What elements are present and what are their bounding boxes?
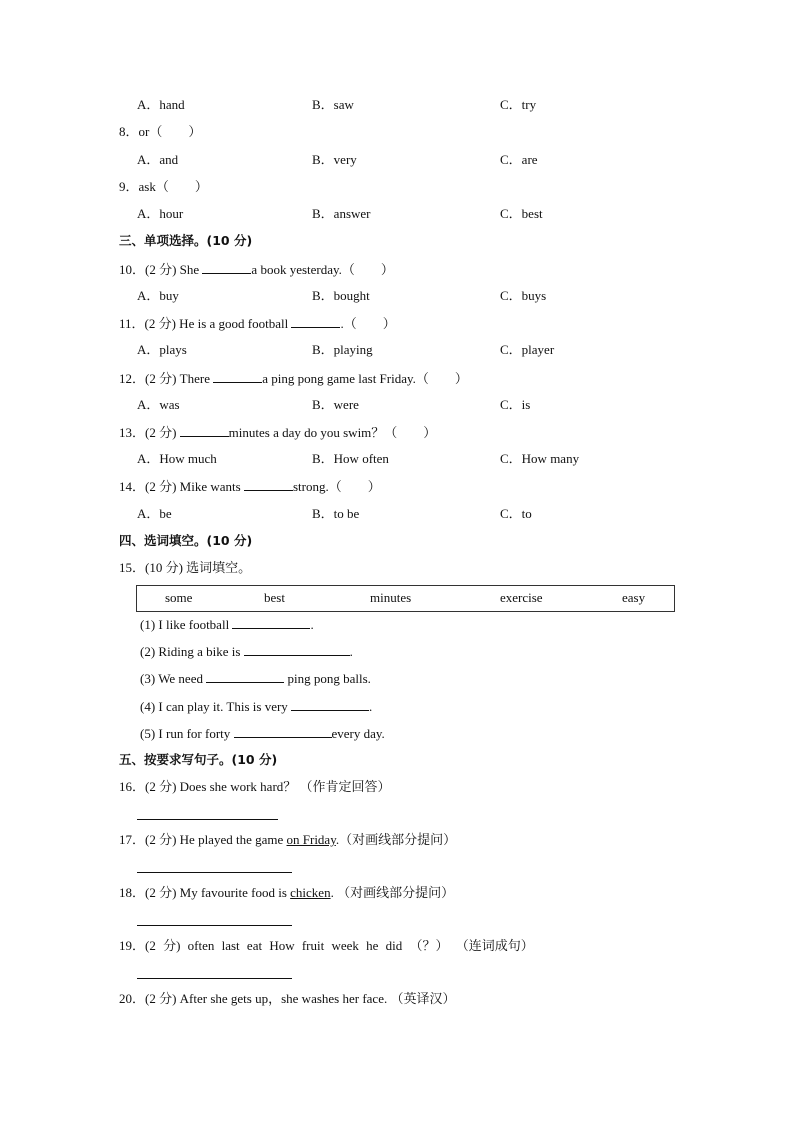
- q19-stem: 19．(2 分) often last eat How fruit week he did （？） （连词成句）: [119, 938, 534, 953]
- q8-option-c: C．are: [500, 152, 538, 167]
- q15-item-5: [140, 725, 385, 742]
- q10-pre: 10．(2 分) She: [119, 262, 203, 277]
- q13-pre: 13．(2 分): [119, 425, 180, 440]
- section4-title: 四、选词填空。(10 分): [119, 533, 253, 548]
- word-bank-item: some: [165, 590, 193, 605]
- q11-stem: [119, 315, 396, 332]
- q14-option-c: C．to: [500, 506, 532, 521]
- q11-option-c: C．player: [500, 342, 555, 357]
- q13-option-a: A．How much: [137, 451, 217, 466]
- q12-stem: [119, 370, 468, 387]
- q15-item-3: [140, 670, 371, 687]
- q8-option-b: B．very: [312, 152, 357, 167]
- q14-stem: [119, 478, 381, 495]
- word-bank-item: minutes: [370, 590, 412, 605]
- q13-blank: [180, 424, 229, 437]
- q10-option-a: A．buy: [137, 288, 179, 303]
- q20-stem: 20．(2 分) After she gets up，she washes her face. （英译汉）: [119, 991, 456, 1006]
- q8-stem: 8．or（ ）: [119, 124, 202, 139]
- fill-blank: [232, 616, 310, 629]
- fill-blank: [244, 643, 350, 656]
- fill-blank: [291, 698, 369, 711]
- q12-option-a: A．was: [137, 397, 180, 412]
- q7-option-b: B．saw: [312, 97, 354, 112]
- q17-pre: 17．(2 分) He played the game: [119, 832, 287, 847]
- fill-blank: [206, 670, 284, 683]
- q10-option-c: C．buys: [500, 288, 547, 303]
- q11-pre: 11．(2 分) He is a good football: [119, 316, 292, 331]
- item-text-end: .: [310, 617, 314, 632]
- item-text: I run for forty: [158, 726, 234, 741]
- q9-option-a: A．hour: [137, 206, 184, 221]
- q11-blank: [291, 315, 340, 328]
- fill-blank: [234, 725, 332, 738]
- section5-title: 五、按要求写句子。(10 分): [119, 752, 278, 767]
- q11-post: .（ ）: [340, 316, 396, 331]
- q15-item-4: [140, 698, 372, 715]
- q17-underlined: on Friday: [286, 832, 336, 847]
- q18-pre: 18．(2 分) My favourite food is: [119, 885, 291, 900]
- q14-option-a: A．be: [137, 506, 172, 521]
- q14-option-b: B．to be: [312, 506, 360, 521]
- q17-answer-line: [137, 872, 292, 873]
- q18-post: . （对画线部分提问）: [330, 885, 455, 900]
- item-text: I can play it. This is very: [158, 699, 292, 714]
- q10-blank: [202, 261, 251, 274]
- item-number: (5): [140, 726, 159, 741]
- q14-pre: 14．(2 分) Mike wants: [119, 479, 244, 494]
- q8-option-a: A．and: [137, 152, 179, 167]
- q14-blank: [244, 478, 293, 491]
- q15-item-2: [140, 643, 353, 660]
- q15-item-1: [140, 616, 314, 633]
- q11-option-b: B．playing: [312, 342, 373, 357]
- q9-option-b: B．answer: [312, 206, 371, 221]
- q15-stem: 15．(10 分) 选词填空。: [119, 560, 252, 575]
- q7-option-c: C．try: [500, 97, 537, 112]
- q13-post: minutes a day do you swim？（ ）: [228, 425, 437, 440]
- word-bank-item: best: [264, 590, 285, 605]
- item-text: I like football: [158, 617, 233, 632]
- item-number: (4): [140, 699, 159, 714]
- q18-underlined: chicken: [290, 885, 331, 900]
- q7-option-a: A．hand: [137, 97, 185, 112]
- q9-option-c: C．best: [500, 206, 543, 221]
- item-text: We need: [158, 671, 207, 686]
- q12-post: a ping pong game last Friday.（ ）: [262, 371, 468, 386]
- section3-title: 三、单项选择。(10 分): [119, 233, 253, 248]
- q13-stem: [119, 424, 436, 441]
- item-number: (1): [140, 617, 159, 632]
- item-number: (2): [140, 644, 159, 659]
- q9-stem: 9．ask（ ）: [119, 179, 208, 194]
- q10-option-b: B．bought: [312, 288, 370, 303]
- word-bank-box: [136, 585, 675, 612]
- q10-post: a book yesterday.（ ）: [251, 262, 394, 277]
- q13-option-b: B．How often: [312, 451, 389, 466]
- q16-answer-line: [137, 819, 278, 820]
- q12-option-c: C．is: [500, 397, 531, 412]
- item-text: Riding a bike is: [158, 644, 244, 659]
- word-bank-item: easy: [622, 590, 646, 605]
- q10-stem: [119, 261, 394, 278]
- q19-answer-line: [137, 978, 292, 979]
- q13-option-c: C．How many: [500, 451, 580, 466]
- q12-pre: 12．(2 分) There: [119, 371, 214, 386]
- item-text-end: ping pong balls.: [284, 671, 371, 686]
- item-text-end: every day.: [331, 726, 385, 741]
- q16-stem: 16．(2 分) Does she work hard？ （作肯定回答）: [119, 779, 391, 794]
- q11-option-a: A．plays: [137, 342, 187, 357]
- q12-blank: [213, 370, 262, 383]
- q17-stem: [119, 832, 456, 848]
- q12-option-b: B．were: [312, 397, 359, 412]
- item-text-end: .: [369, 699, 373, 714]
- item-text-end: .: [349, 644, 353, 659]
- q18-stem: [119, 885, 454, 901]
- q17-post: .（对画线部分提问）: [335, 832, 457, 847]
- q18-answer-line: [137, 925, 292, 926]
- word-bank-item: exercise: [500, 590, 543, 605]
- q14-post: strong.（ ）: [292, 479, 381, 494]
- item-number: (3): [140, 671, 159, 686]
